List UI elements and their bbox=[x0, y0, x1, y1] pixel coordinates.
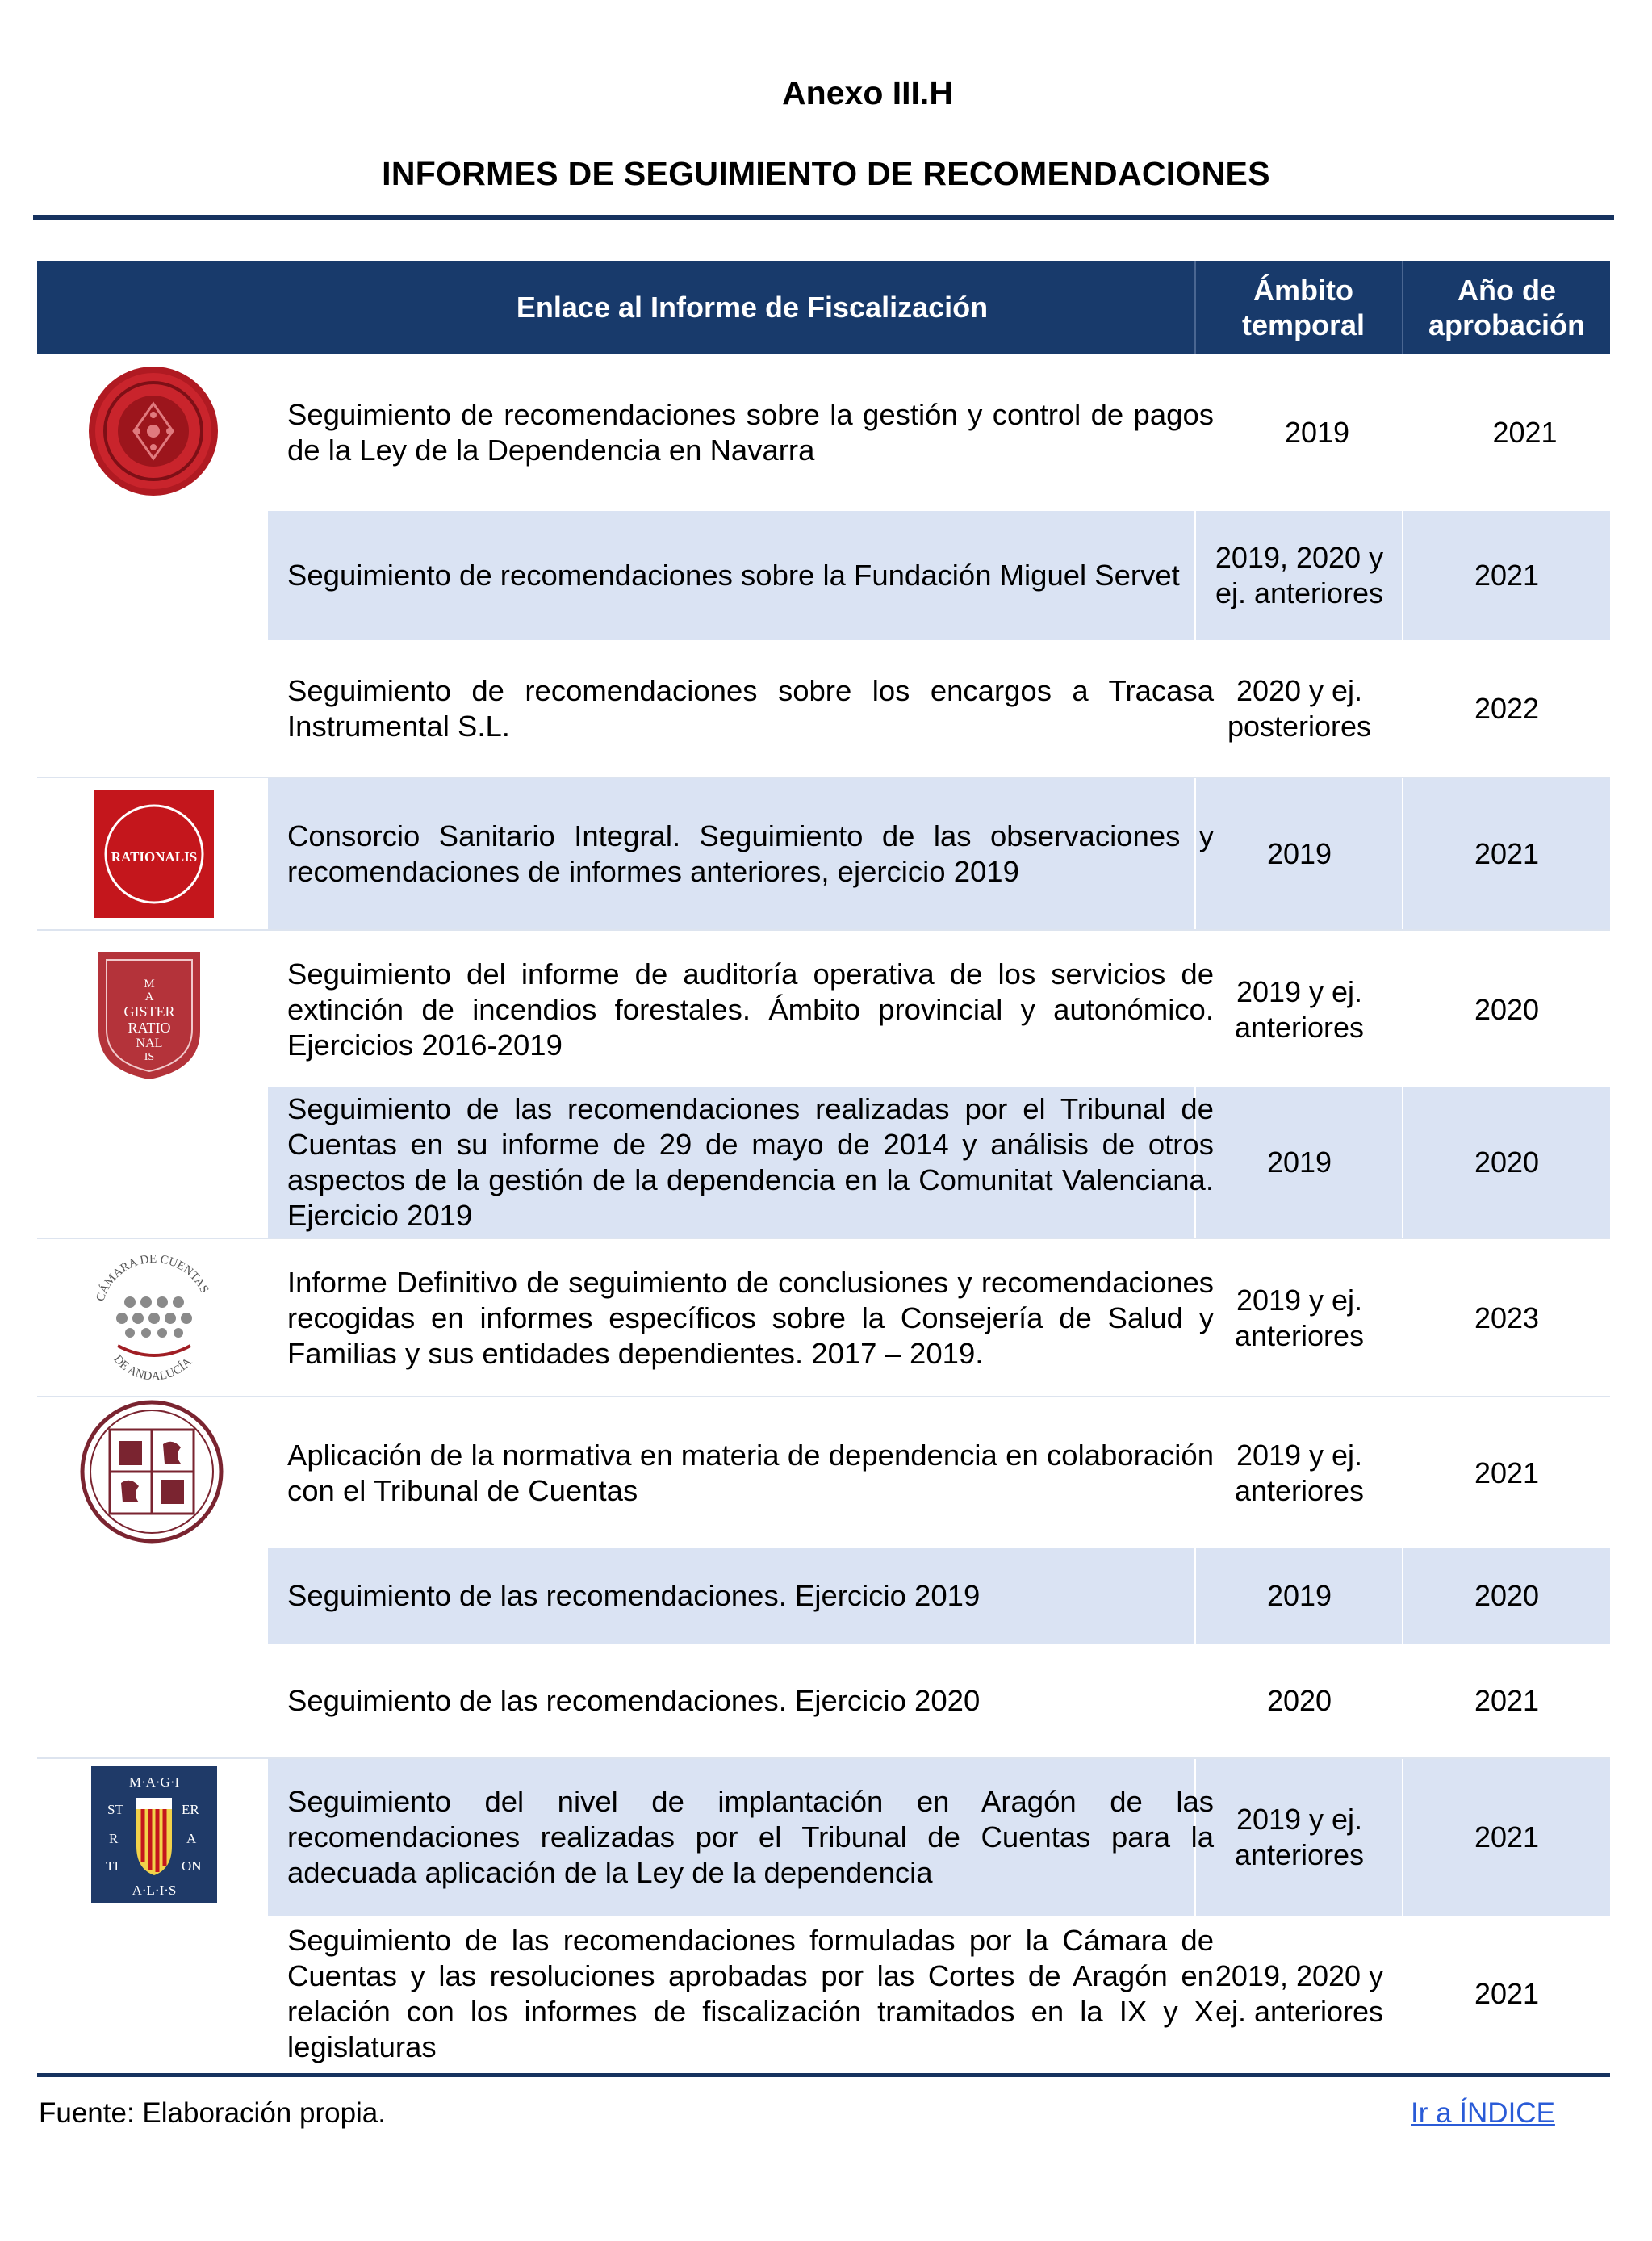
table-row[interactable] bbox=[37, 354, 1610, 511]
report-link[interactable]: Seguimiento de las recomendaciones. Ejercicio 2020 bbox=[287, 1684, 981, 1717]
table-row[interactable] bbox=[37, 640, 1610, 777]
anio-cell: 2021 bbox=[1474, 1820, 1540, 1854]
aragon-logo-text: M·A·G·I bbox=[128, 1774, 180, 1790]
ambito-cell: 2019, 2020 y ej. anteriores bbox=[1215, 541, 1384, 609]
table-row[interactable] bbox=[37, 1087, 1610, 1238]
aragon-logo-text: A·L·I·S bbox=[132, 1883, 177, 1898]
report-link[interactable]: Consorcio Sanitario Integral. Seguimiento de las observaciones y recomendaciones de informes anteriores, ejercicio 2019 bbox=[287, 819, 1214, 888]
aragon-logo-text: ST bbox=[107, 1802, 123, 1817]
andalucia-logo-text: DE ANDALUCÍA bbox=[111, 1352, 195, 1384]
page-title: INFORMES DE SEGUIMIENTO DE RECOMENDACIONES bbox=[382, 155, 1270, 192]
ambito-cell: 2019 bbox=[1266, 1145, 1332, 1179]
anio-cell: 2021 bbox=[1474, 1976, 1540, 2010]
aragon-logo-text: TI bbox=[106, 1858, 119, 1874]
report-link[interactable]: Seguimiento de recomendaciones sobre la gestión y control de pagos de la Ley de la Dependencia en Navarra bbox=[287, 397, 1214, 467]
castilla-leon-consejo-logo bbox=[79, 1399, 224, 1544]
anio-cell: 2020 bbox=[1474, 1579, 1540, 1612]
column-header-ambito: Ámbito temporal bbox=[1241, 273, 1366, 341]
valencia-logo-text: M bbox=[144, 978, 155, 991]
report-link[interactable]: Seguimiento de recomendaciones sobre la Fundación Miguel Servet bbox=[287, 559, 1180, 592]
catalunya-sindicatura-logo bbox=[94, 790, 214, 918]
ambito-cell: 2019 bbox=[1284, 415, 1350, 449]
column-header-link: Enlace al Informe de Fiscalización bbox=[516, 291, 989, 324]
anio-cell: 2021 bbox=[1474, 559, 1540, 592]
report-link[interactable]: Informe Definitivo de seguimiento de conclusiones y recomendaciones recogidas en informes específicos sobre la Consejería de Salud y Familias y sus entidades dependientes. 2017 – 2019. bbox=[287, 1265, 1214, 1370]
report-link[interactable]: Aplicación de la normativa en materia de dependencia en colaboración con el Tribunal de Cuentas bbox=[287, 1439, 1214, 1507]
valencia-logo-text: GISTER bbox=[123, 1003, 175, 1020]
top-rule bbox=[33, 215, 1614, 220]
aragon-camara-logo bbox=[91, 1766, 217, 1903]
andalucia-logo-text: CÁMARA DE CUENTAS bbox=[94, 1252, 211, 1304]
table-row[interactable] bbox=[37, 777, 1610, 930]
ambito-cell: 2019 y ej. anteriores bbox=[1234, 974, 1365, 1044]
ambito-cell: 2020 bbox=[1266, 1684, 1332, 1717]
table-row[interactable] bbox=[37, 1396, 1610, 1549]
report-link[interactable]: Seguimiento de recomendaciones sobre los encargos a Tracasa Instrumental S.L. bbox=[287, 674, 1214, 743]
aragon-logo-text: ER bbox=[182, 1802, 199, 1817]
aragon-logo-text: R bbox=[109, 1831, 119, 1846]
table-header bbox=[37, 261, 1610, 354]
table-row[interactable] bbox=[37, 1238, 1610, 1397]
report-link[interactable]: Seguimiento del informe de auditoría operativa de los servicios de extinción de incendios forestales. Ámbito provincial y autonómico. Ejercicios 2016-2019 bbox=[287, 957, 1214, 1062]
navarra-seal-logo bbox=[87, 365, 220, 497]
annex-label: Anexo III.H bbox=[782, 74, 953, 111]
valencia-logo-text: NAL bbox=[136, 1037, 163, 1050]
ambito-cell: 2019 y ej. anteriores bbox=[1234, 1283, 1365, 1352]
anio-cell: 2020 bbox=[1474, 1145, 1540, 1179]
table-row[interactable] bbox=[37, 1548, 1610, 1644]
anio-cell: 2022 bbox=[1474, 692, 1540, 725]
table-row[interactable] bbox=[37, 1757, 1610, 1916]
column-header-anio: Año de aprobación bbox=[1428, 273, 1586, 341]
report-link[interactable]: Seguimiento de las recomendaciones formuladas por la Cámara de Cuentas y las resoluciones aprobadas por las Cortes de Aragón en relación con los informes de fiscalización tramitados en la IX y X legislaturas bbox=[287, 1923, 1214, 2063]
ambito-cell: 2019 y ej. anteriores bbox=[1234, 1439, 1365, 1507]
table-row[interactable] bbox=[37, 511, 1610, 640]
anio-cell: 2023 bbox=[1474, 1301, 1540, 1334]
valencia-logo-text: A bbox=[144, 991, 154, 1003]
anio-cell: 2020 bbox=[1474, 992, 1540, 1026]
anio-cell: 2021 bbox=[1474, 1456, 1540, 1489]
valencia-logo-text: IS bbox=[144, 1051, 155, 1063]
anio-cell: 2021 bbox=[1474, 837, 1540, 870]
index-link[interactable]: Ir a ÍNDICE bbox=[1411, 2097, 1555, 2129]
andalucia-camara-logo bbox=[86, 1246, 223, 1384]
anio-cell: 2021 bbox=[1474, 1684, 1540, 1717]
ambito-cell: 2019 y ej. anteriores bbox=[1234, 1803, 1365, 1871]
ambito-cell: 2019 bbox=[1266, 1579, 1332, 1612]
ambito-cell: 2019, 2020 y ej. anteriores bbox=[1215, 1958, 1384, 2028]
svg-text:CÁMARA DE CUENTAS bbox=[94, 1253, 211, 1303]
report-link[interactable]: Seguimiento de las recomendaciones realizadas por el Tribunal de Cuentas en su informe de 29 de mayo de 2014 y análisis de otros aspectos de la gestión de la dependencia en la Comunitat Valenciana. Ejercicio 2019 bbox=[287, 1091, 1214, 1232]
valencia-logo-text: RATIO bbox=[128, 1020, 171, 1036]
svg-text:DE ANDALUCÍA bbox=[111, 1353, 194, 1384]
table-row[interactable] bbox=[37, 1644, 1610, 1757]
aragon-logo-text: A bbox=[186, 1831, 197, 1846]
table-row[interactable] bbox=[37, 929, 1610, 1088]
ambito-cell: 2020 y ej. posteriores bbox=[1227, 674, 1372, 743]
ambito-cell: 2019 bbox=[1266, 837, 1332, 870]
aragon-logo-text: ON bbox=[182, 1858, 202, 1874]
report-link[interactable]: Seguimiento del nivel de implantación en Aragón de las recomendaciones realizadas por el Tribunal de Cuentas para la adecuada aplicación de la Ley de la dependencia bbox=[287, 1785, 1214, 1889]
report-link[interactable]: Seguimiento de las recomendaciones. Ejercicio 2019 bbox=[287, 1579, 981, 1612]
valencia-sindicatura-logo bbox=[95, 942, 203, 1081]
source-note: Fuente: Elaboración propia. bbox=[39, 2097, 386, 2129]
bottom-rule bbox=[37, 2073, 1610, 2077]
catalunya-logo-text: RATIONALIS bbox=[111, 849, 198, 865]
table-row[interactable] bbox=[37, 1914, 1610, 2073]
anio-cell: 2021 bbox=[1492, 415, 1558, 449]
